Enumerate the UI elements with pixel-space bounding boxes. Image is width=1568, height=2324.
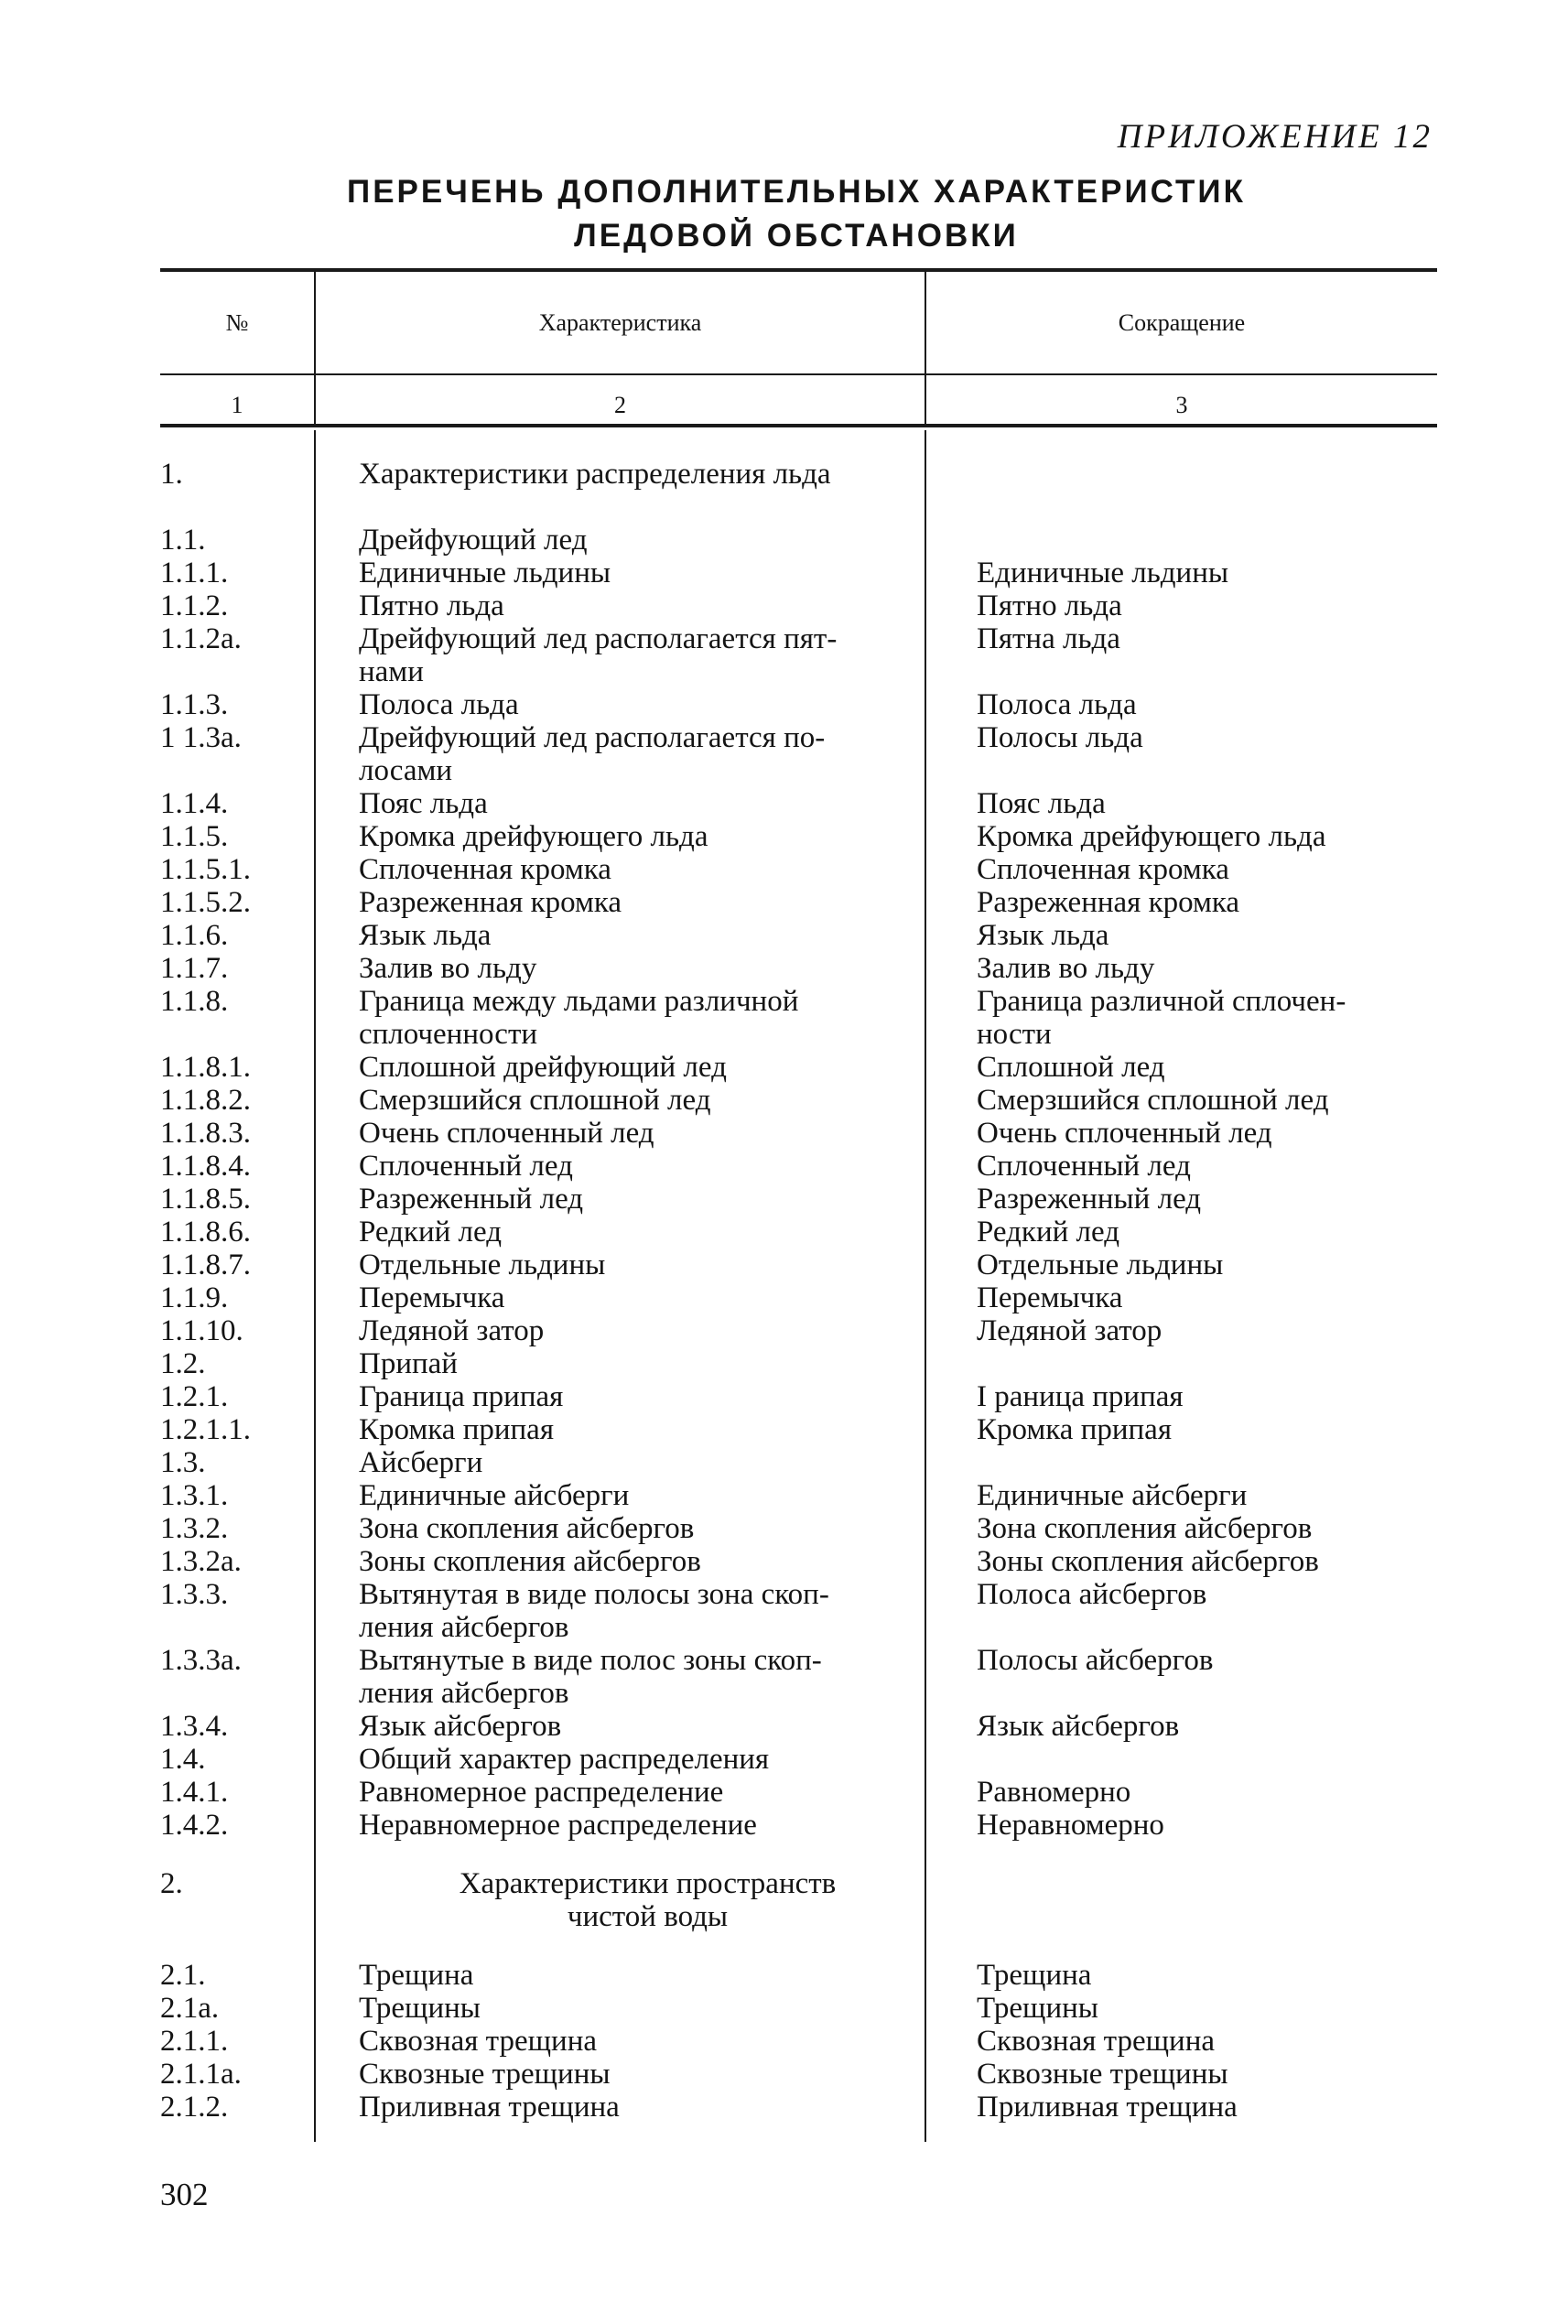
row-abbreviation [957,1677,1437,1710]
header-abbreviation: Сокращение [1118,309,1246,336]
table-spacer [160,1842,1437,1867]
column-number-1: 1 [231,392,243,418]
row-number: 1.1.9. [160,1281,229,1314]
row-number [160,1018,339,1051]
row-characteristic: Дрейфующий лед располагается пят- [359,622,838,655]
table-row [160,1183,1437,1216]
row-number: 2.1. [160,1959,206,1992]
row-characteristic: Сквозные трещины [359,2058,611,2091]
row-characteristic: Характеристики распределения льда [359,458,831,491]
row-number: 2.1а. [160,1992,220,2025]
row-number: 1.1.5. [160,820,229,853]
row-characteristic: Сквозная трещина [359,2025,598,2058]
row-number [160,754,339,787]
table-row [160,622,1437,655]
row-abbreviation: Пятна льда [977,622,1120,655]
row-characteristic: Дрейфующий лед [359,524,588,557]
row-abbreviation [957,1446,1437,1479]
table-row [160,1644,1437,1677]
row-number: 1.2.1.1. [160,1413,251,1446]
row-characteristic: Равномерное распределение [359,1776,724,1809]
row-characteristic: Дрейфующий лед располагается по- [359,721,826,754]
row-characteristic: Сплоченная кромка [359,853,611,886]
table-row [160,1743,1437,1776]
row-abbreviation: Пятно льда [977,589,1122,622]
row-number: 1.2. [160,1347,206,1380]
row-abbreviation: Полоса айсбергов [977,1578,1207,1611]
row-characteristic: Зона скопления айсбергов [359,1512,695,1545]
row-characteristic: Граница между льдами различной [359,985,799,1018]
table-row [160,1413,1437,1446]
row-characteristic: Перемычка [359,1281,505,1314]
row-characteristic: Полоса льда [359,688,519,721]
row-number: 1. [160,458,183,491]
row-number [160,655,339,688]
row-number: 1.1.2а. [160,622,242,655]
row-abbreviation: Полосы льда [977,721,1143,754]
row-characteristic: Трещина [359,1959,474,1992]
row-number: 1.1.8. [160,985,229,1018]
row-characteristic: Разреженная кромка [359,886,622,919]
table-row [160,1611,1437,1644]
table-row [160,1959,1437,1992]
table-row [160,1117,1437,1150]
row-number [160,1900,339,1933]
row-characteristic: Общий характер распределения [359,1743,770,1776]
table-row [160,787,1437,820]
row-characteristic: Сплошной дрейфующий лед [359,1051,727,1084]
table-row [160,1248,1437,1281]
section-row [160,1867,1437,1900]
row-abbreviation: Кромка дрейфующего льда [977,820,1326,853]
table-row [160,1216,1437,1248]
row-characteristic: Характеристики пространств [459,1867,837,1900]
table-row [160,1018,1437,1051]
row-number: 1.1.8.2. [160,1084,251,1117]
table-row [160,2091,1437,2124]
row-characteristic: Язык льда [359,919,492,952]
row-abbreviation: Пояс льда [977,787,1106,820]
row-characteristic: ления айсбергов [359,1677,569,1710]
row-abbreviation: Единичные айсберги [977,1479,1248,1512]
row-abbreviation: Сквозная трещина [977,2025,1216,2058]
table-row [160,886,1437,919]
row-number: 1.1.5.2. [160,886,251,919]
row-number: 2.1.1а. [160,2058,242,2091]
row-characteristic: Разреженный лед [359,1183,584,1216]
row-number: 1.1. [160,524,206,557]
table-row [160,2025,1437,2058]
page-title [156,170,1437,258]
row-number: 2.1.2. [160,2091,229,2124]
row-abbreviation [957,655,1437,688]
row-number: 1.1.4. [160,787,229,820]
column-number-rule [160,424,1437,427]
row-characteristic: Айсберги [359,1446,483,1479]
row-abbreviation: Полосы айсбергов [977,1644,1214,1677]
row-abbreviation: Сплоченный лед [977,1150,1191,1183]
row-number: 1.3.3. [160,1578,229,1611]
table-row [160,1578,1437,1611]
row-abbreviation: Равномерно [977,1776,1131,1809]
row-characteristic: Граница припая [359,1380,564,1413]
row-abbreviation: Язык айсбергов [977,1710,1180,1743]
table-row [160,1446,1437,1479]
row-number: 1.4.2. [160,1809,229,1842]
table-row [160,1084,1437,1117]
table-row [160,919,1437,952]
row-abbreviation: Разреженный лед [977,1183,1202,1216]
row-characteristic: Кромка дрейфующего льда [359,820,708,853]
row-characteristic: Пояс льда [359,787,488,820]
row-characteristic: Неравномерное распределение [359,1809,757,1842]
table-spacer [160,491,1437,524]
row-abbreviation [957,1611,1437,1644]
row-number: 1.1.8.4. [160,1150,251,1183]
row-number: 2. [160,1867,183,1900]
table-row [160,1314,1437,1347]
row-number: 1.1.8.7. [160,1248,251,1281]
table-row [160,853,1437,886]
row-abbreviation: Граница различной сплочен- [977,985,1346,1018]
header-characteristic: Характеристика [538,309,702,336]
table-row [160,820,1437,853]
row-abbreviation [957,458,1437,491]
row-characteristic: ления айсбергов [359,1611,569,1644]
section-row [160,458,1437,491]
row-number: 1.3.3а. [160,1644,242,1677]
row-abbreviation: Приливная трещина [977,2091,1238,2124]
row-abbreviation: Отдельные льдины [977,1248,1224,1281]
row-number: 1.1.3. [160,688,229,721]
row-abbreviation: Зоны скопления айсбергов [977,1545,1319,1578]
row-number: 2.1.1. [160,2025,229,2058]
row-number: 1.1.8.6. [160,1216,251,1248]
row-abbreviation [957,1900,1437,1933]
row-characteristic: Смерзшийся сплошной лед [359,1084,711,1117]
row-abbreviation: Сплошной лед [977,1051,1165,1084]
row-abbreviation: Разреженная кромка [977,886,1240,919]
table-row [160,1479,1437,1512]
row-number: 1.1.8.5. [160,1183,251,1216]
table-row [160,1710,1437,1743]
column-number-2: 2 [614,392,626,418]
row-characteristic: чистой воды [567,1900,729,1933]
row-abbreviation [957,1867,1437,1900]
table-row [160,524,1437,557]
row-number: 1.1.6. [160,919,229,952]
row-abbreviation: Перемычка [977,1281,1123,1314]
table-row [160,1545,1437,1578]
title-line-2: ЛЕДОВОЙ ОБСТАНОВКИ [574,218,1019,254]
table-row [160,1347,1437,1380]
appendix-label: ПРИЛОЖЕНИЕ 12 [1117,118,1433,156]
row-characteristic: Редкий лед [359,1216,502,1248]
row-characteristic: сплоченности [359,1018,538,1051]
row-characteristic: Отдельные льдины [359,1248,606,1281]
table-row [160,1992,1437,2025]
row-abbreviation: Неравномерно [977,1809,1164,1842]
title-line-1: ПЕРЕЧЕНЬ ДОПОЛНИТЕЛЬНЫХ ХАРАКТЕРИСТИК [347,174,1246,210]
table-top-rule [160,268,1437,272]
row-abbreviation: Залив во льду [977,952,1155,985]
row-abbreviation [957,754,1437,787]
row-characteristic: Ледяной затор [359,1314,545,1347]
row-characteristic: Кромка припая [359,1413,555,1446]
table-row [160,1776,1437,1809]
row-abbreviation: Трещина [977,1959,1092,1992]
row-characteristic: Вытянутая в виде полосы зона скоп- [359,1578,829,1611]
row-abbreviation: I раница припая [977,1380,1184,1413]
row-number: 1.1.10. [160,1314,243,1347]
row-abbreviation: Зона скопления айсбергов [977,1512,1313,1545]
table-row [160,721,1437,754]
row-characteristic: Язык айсбергов [359,1710,562,1743]
row-abbreviation: Кромка припая [977,1413,1173,1446]
row-abbreviation: Редкий лед [977,1216,1119,1248]
section-row [160,1900,1437,1933]
table-row [160,754,1437,787]
table-spacer [160,1933,1437,1959]
row-characteristic: лосами [359,754,453,787]
row-abbreviation [957,1347,1437,1380]
row-number: 1.1.1. [160,557,229,589]
row-number: 1.1.7. [160,952,229,985]
table-row [160,985,1437,1018]
table-row [160,1150,1437,1183]
row-abbreviation: Ледяной затор [977,1314,1162,1347]
row-number: 1.1.8.1. [160,1051,251,1084]
row-number: 1.1.8.3. [160,1117,251,1150]
row-characteristic: Зоны скопления айсбергов [359,1545,701,1578]
row-characteristic: Единичные льдины [359,557,611,589]
row-abbreviation: Единичные льдины [977,557,1229,589]
page-number: 302 [160,2177,209,2212]
row-number [160,1611,339,1644]
row-number: 1.3.1. [160,1479,229,1512]
table-row [160,1380,1437,1413]
row-abbreviation [957,1743,1437,1776]
row-abbreviation [957,524,1437,557]
table-body [160,458,1437,2124]
table-row [160,589,1437,622]
row-characteristic: Единичные айсберги [359,1479,630,1512]
row-number: 1.3. [160,1446,206,1479]
row-number: 1.1.5.1. [160,853,251,886]
row-abbreviation: Трещины [977,1992,1098,2025]
row-abbreviation: Смерзшийся сплошной лед [977,1084,1329,1117]
table-row [160,1677,1437,1710]
column-number-3: 3 [1175,392,1188,418]
table-row [160,655,1437,688]
table-row [160,688,1437,721]
row-number: 1.1.2. [160,589,229,622]
table-row [160,2058,1437,2091]
row-characteristic: Залив во льду [359,952,537,985]
row-abbreviation: Сплоченная кромка [977,853,1229,886]
header-num: № [225,309,249,336]
table-row [160,557,1437,589]
row-abbreviation: ности [977,1018,1052,1051]
table-row [160,1512,1437,1545]
header-rule [160,373,1437,375]
row-abbreviation: Сквозные трещины [977,2058,1228,2091]
row-number [160,1677,339,1710]
row-abbreviation: Полоса льда [977,688,1137,721]
row-characteristic: Вытянутые в виде полос зоны скоп- [359,1644,822,1677]
row-abbreviation: Очень сплоченный лед [977,1117,1272,1150]
table-row [160,1051,1437,1084]
row-number: 1.4. [160,1743,206,1776]
row-number: 1.2.1. [160,1380,229,1413]
row-characteristic: Сплоченный лед [359,1150,573,1183]
row-characteristic: Припай [359,1347,458,1380]
row-number: 1.4.1. [160,1776,229,1809]
row-abbreviation: Язык льда [977,919,1109,952]
row-characteristic: нами [359,655,424,688]
table-row [160,952,1437,985]
row-number: 1 1.3а. [160,721,242,754]
table-row [160,1809,1437,1842]
row-characteristic: Приливная трещина [359,2091,620,2124]
row-number: 1.3.2. [160,1512,229,1545]
row-number: 1.3.2а. [160,1545,242,1578]
row-characteristic: Пятно льда [359,589,504,622]
table-row [160,1281,1437,1314]
row-characteristic: Очень сплоченный лед [359,1117,654,1150]
row-number: 1.3.4. [160,1710,229,1743]
row-characteristic: Трещины [359,1992,481,2025]
